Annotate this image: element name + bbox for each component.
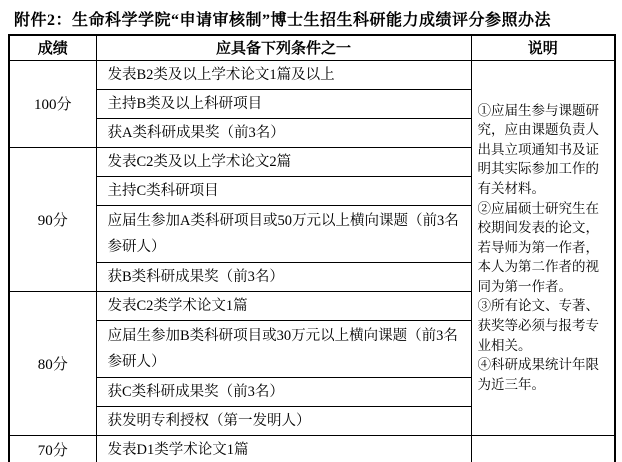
condition-cell: 发表C2类学术论文1篇 [96, 291, 471, 320]
note-item-1: ①应届生参与课题研究，应由课题负责人出具立项通知书及证明其实际参加工作的有关材料。 [477, 102, 599, 196]
notes-cell [471, 60, 615, 435]
table-row [9, 60, 615, 89]
col-header-notes: 说明 [471, 35, 615, 60]
score-reference-table [8, 34, 616, 462]
table-header-row [9, 35, 615, 60]
condition-cell: 应届生参加A类科研项目或50万元以上横向课题（前3名参研人） [96, 205, 471, 262]
score-cell-70: 70分 [9, 435, 96, 462]
page-title: 附件2：生命科学学院“申请审核制”博士生招生科研能力成绩评分参照办法 [14, 12, 552, 29]
condition-cell: 主持B类及以上科研项目 [96, 89, 471, 118]
col-header-score: 成绩 [9, 35, 96, 60]
note-item-2: ②应届硕士研究生在校期间发表的论文，若导师为第一作者，本人为第二作者的视同为第一作者。 [477, 200, 599, 294]
condition-cell: 发表B2类及以上学术论文1篇及以上 [96, 60, 471, 89]
condition-cell: 获C类科研成果奖（前3名） [96, 377, 471, 406]
condition-cell: 获B类科研成果奖（前3名） [96, 262, 471, 291]
condition-cell: 发表D1类学术论文1篇 [96, 435, 471, 462]
condition-cell: 获发明专利授权（第一发明人） [96, 406, 471, 435]
table-row [9, 435, 615, 462]
score-cell-80: 80分 [9, 291, 96, 435]
condition-cell: 获A类科研成果奖（前3名） [96, 118, 471, 147]
condition-cell: 主持C类科研项目 [96, 176, 471, 205]
col-header-conditions: 应具备下列条件之一 [96, 35, 471, 60]
condition-cell: 发表C2类及以上学术论文2篇 [96, 147, 471, 176]
note-item-4: ④科研成果统计年限为近三年。 [477, 357, 599, 392]
score-cell-100: 100分 [9, 60, 96, 147]
notes-empty-cell [471, 435, 615, 462]
condition-cell: 应届生参加B类科研项目或30万元以上横向课题（前3名参研人） [96, 320, 471, 377]
note-item-3: ③所有论文、专著、获奖等必须与报考专业相关。 [477, 298, 599, 353]
score-cell-90: 90分 [9, 147, 96, 291]
